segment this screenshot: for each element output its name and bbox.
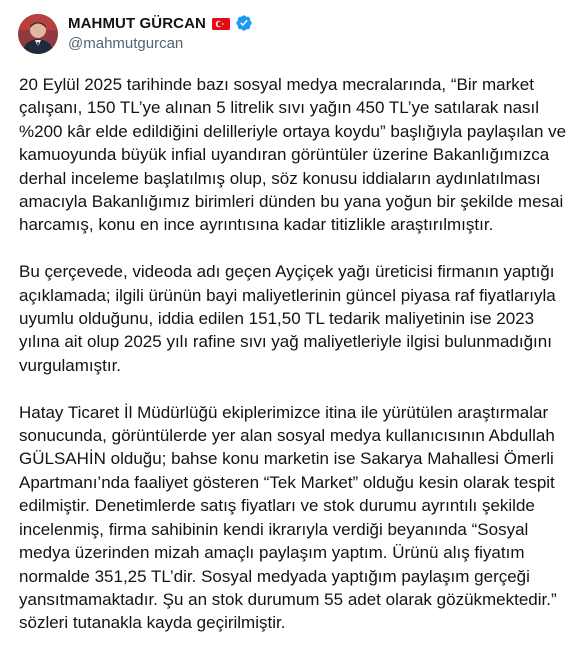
author-handle[interactable]: @mahmutgurcan — [68, 35, 184, 52]
verified-badge-icon[interactable] — [235, 14, 253, 32]
tweet-header — [18, 12, 566, 72]
turkey-flag-icon — [212, 17, 230, 29]
avatar[interactable] — [18, 14, 58, 54]
name-row — [68, 12, 253, 34]
tweet-paragraph-2: Bu çerçevede, videoda adı geçen Ayçiçek yağı üreticisi firmanın yaptığı açıklamada; ilgili ürünün bayi maliyetlerinin güncel piyasa raf fiyatlarıyla uyumlu olduğunu, iddia edilen 151,50 TL tedarik maliyetinin ise 2023 yılına ait olup 2025 yılı rafine sıvı yağ maliyetleriyle ilgisi bulunmadığını vurgulamıştır. — [19, 262, 556, 375]
author-names — [68, 12, 253, 54]
avatar-portrait-icon — [18, 14, 58, 54]
tweet-text — [19, 73, 575, 635]
author-display-name[interactable]: MAHMUT GÜRCAN — [68, 14, 206, 32]
tweet-paragraph-1: 20 Eylül 2025 tarihinde bazı sosyal medya mecralarında, “Bir market çalışanı, 150 TL’ye alınan 5 litrelik sıvı yağın 450 TL’ye satılarak nasıl %200 kâr elde edildiğini delilleriyle ortaya koydu” başlığıyla paylaşılan ve kamuoyunda büyük infial uyandıran görüntüler üzerine Bakanlığımızca derhal inceleme başlatılmış olup, söz konusu iddiaların aydınlatılması amacıyla Bakanlığımız birimleri dünden bu yana yoğun bir şekilde mesai harcamış, konu en ince ayrıntısına kadar titizlikle araştırılmıştır. — [19, 75, 567, 235]
tweet-paragraph-3: Hatay Ticaret İl Müdürlüğü ekiplerimizce itina ile yürütülen araştırmalar sonucunda, görüntülerde yer alan sosyal medya kullanıcısının Abdullah GÜLSAHİN olduğu; bahse konu marketin ise Sakarya Mahallesi Ömerli Apartmanı’nda faaliyet gösteren “Tek Market” olduğu kesin olarak tespit edilmiştir. Denetimlerde satış fiyatları ve stok durumu ayrıntılı şekilde incelenmiş, firma sahibinin kendi ikrarıyla verdiği beyanında “Sosyal medya üzerinden mizah amaçlı paylaşım yaptım. Ürünü alış fiyatım normalde 351,25 TL’dir. Sosyal medyada yaptığım paylaşım gerçeği yansıtmamaktadır. Şu an stok durumum 55 adet olarak gözükmektedir.” sözleri tutanakla kayda geçirilmiştir. — [19, 402, 557, 633]
